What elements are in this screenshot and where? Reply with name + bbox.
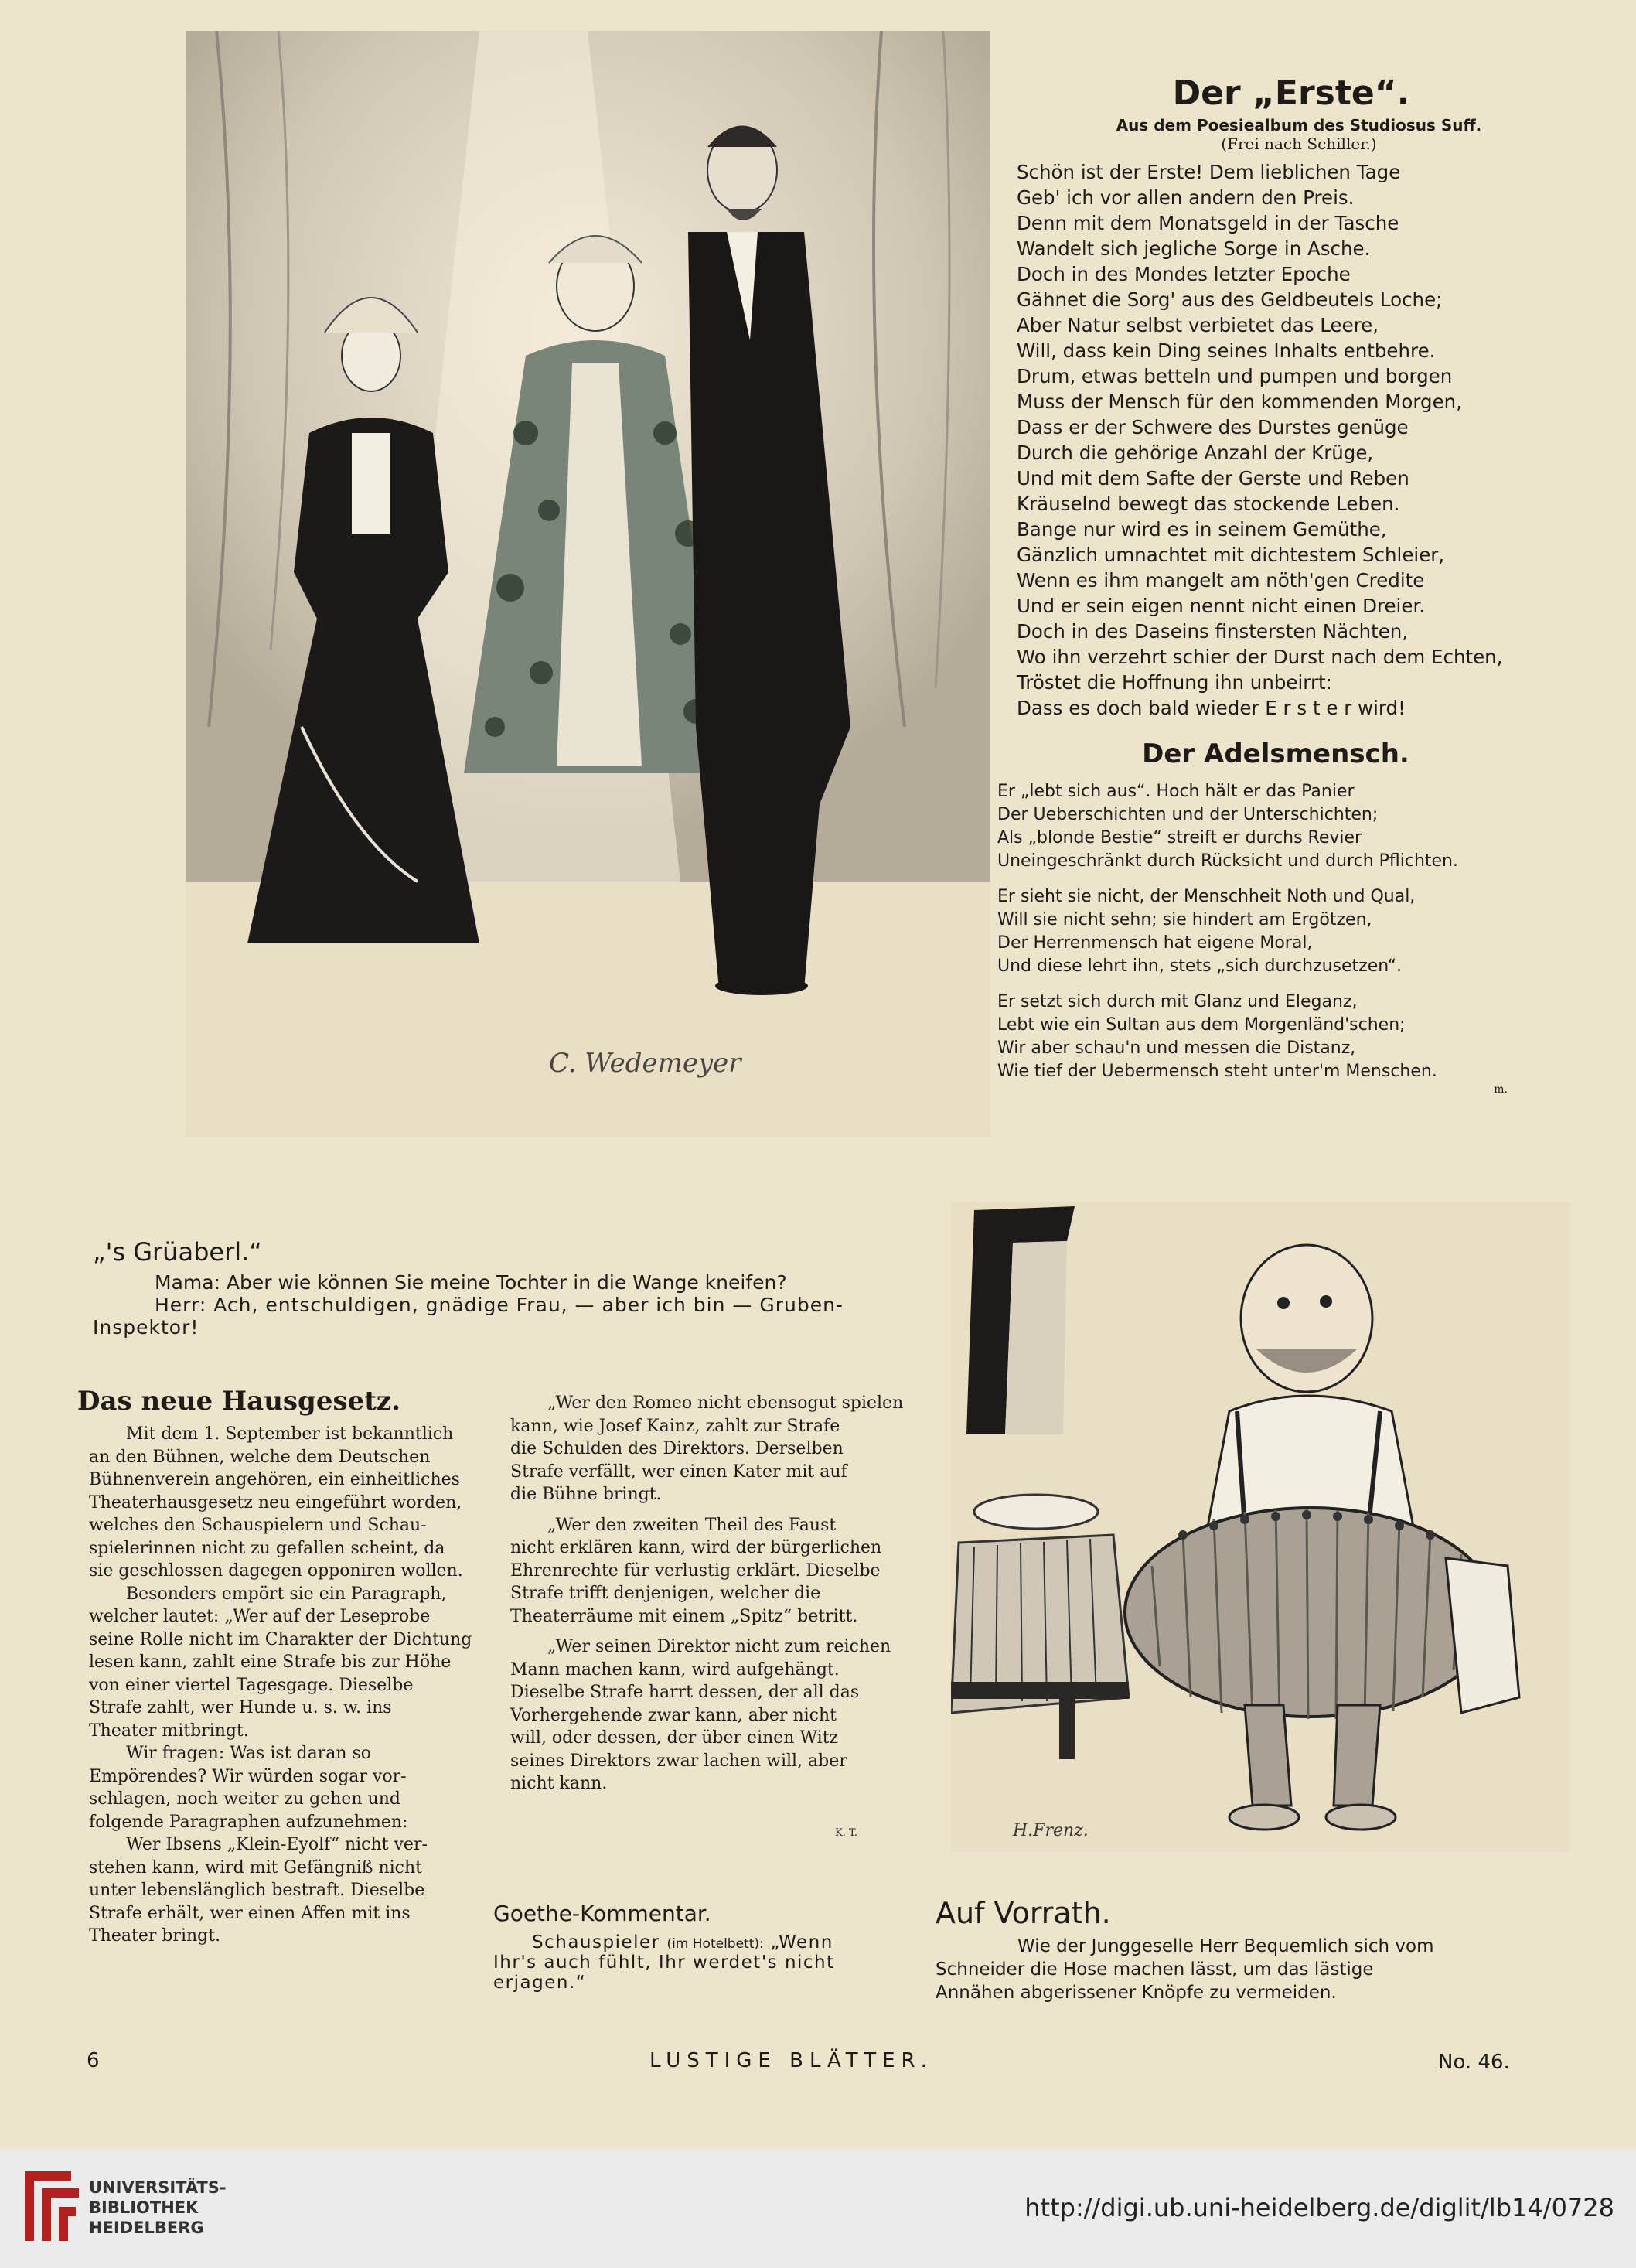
article-line: an den Bühnen, welche dem Deutschen <box>89 1447 431 1467</box>
poem-line: Gänzlich umnachtet mit dichtestem Schleier, <box>1017 544 1445 566</box>
poem-line: Und diese lehrt ihn, stets „sich durchzusetzen“. <box>997 957 1402 976</box>
theatre-illustration <box>186 31 990 1137</box>
poem-stanza <box>997 991 1554 1083</box>
theatre-drawing <box>186 31 990 1137</box>
source-url[interactable]: http://digi.ub.uni-heidelberg.de/diglit/lb14/0728 <box>1024 2193 1614 2222</box>
library-name-line: UNIVERSITÄTS- <box>89 2178 227 2197</box>
poem-line: Lebt wie ein Sultan aus dem Morgenländ'schen; <box>997 1015 1406 1035</box>
poem-line: Schön ist der Erste! Dem lieblichen Tage <box>1017 161 1401 183</box>
auf-vorrath-section <box>936 1896 1554 2004</box>
poem-title: Der „Erste“. <box>1172 73 1410 113</box>
hausgesetz-column-2 <box>510 1392 928 1839</box>
article-line: seine Rolle nicht im Charakter der Dichtung <box>89 1629 472 1649</box>
caption-line: Schneider die Hose machen lässt, um das lästige <box>936 1959 1374 1980</box>
article-line: „Wer seinen Direktor nicht zum reichen <box>547 1637 891 1656</box>
article-line: Theaterhausgesetz neu eingeführt worden, <box>89 1492 462 1513</box>
poem-line: Will, dass kein Ding seines Inhalts entbehre. <box>1017 339 1436 362</box>
article-line: die Bühne bringt. <box>510 1485 662 1504</box>
poem-line: Doch in des Mondes letzter Epoche <box>1017 263 1351 285</box>
poem-title: Der Adelsmensch. <box>1142 738 1409 769</box>
article-line: folgende Paragraphen aufzunehmen: <box>89 1812 408 1832</box>
fat-man-drawing <box>951 1202 1570 1852</box>
poem-line: Denn mit dem Monatsgeld in der Tasche <box>1017 212 1399 234</box>
poem-line: Der Ueberschichten und der Unterschichten; <box>997 805 1379 824</box>
poem-signature: m. <box>1494 1083 1508 1096</box>
poem-line: Er sieht sie nicht, der Menschheit Noth und Qual, <box>997 887 1416 906</box>
article-line: Strafe trifft denjenigen, welcher die <box>510 1584 821 1603</box>
dialog-line: erjagen.“ <box>493 1973 587 1993</box>
poem-line: Uneingeschränkt durch Rücksicht und durch Pflichten. <box>997 851 1458 871</box>
article-line: nicht kann. <box>510 1774 608 1793</box>
goethe-section <box>493 1901 926 1993</box>
article-line: Dieselbe Strafe harrt dessen, der all das <box>510 1683 860 1702</box>
poem-subtitle: Aus dem Poesiealbum des Studiosus Suff. <box>1116 116 1482 135</box>
poem-line: Der Herrenmensch hat eigene Moral, <box>997 933 1313 953</box>
poem-line: Und mit dem Safte der Gerste und Reben <box>1017 467 1409 489</box>
poem-lines <box>1017 159 1539 721</box>
article-line: Strafe verfällt, wer einen Kater mit auf <box>510 1461 847 1482</box>
article-line: Mit dem 1. September ist bekanntlich <box>126 1424 454 1444</box>
article-line: Theater bringt. <box>89 1926 221 1946</box>
fat-man-illustration <box>951 1202 1570 1852</box>
article-line: Strafe erhält, wer einen Affen mit ins <box>89 1903 411 1923</box>
poem-line: Gähnet die Sorg' aus des Geldbeutels Loche; <box>1017 288 1443 311</box>
illustration-signature: C. Wedemeyer <box>549 1048 741 1079</box>
article-line: Theater mitbringt. <box>89 1721 249 1741</box>
poem-line: Drum, etwas betteln und pumpen und borgen <box>1017 365 1453 387</box>
poem-line: Als „blonde Bestie“ streift er durchs Revier <box>997 828 1362 848</box>
article-line: welcher lautet: „Wer auf der Leseprobe <box>89 1607 431 1626</box>
section-title: Goethe-Kommentar. <box>493 1901 711 1926</box>
article-line: Wer Ibsens „Klein-Eyolf“ nicht ver- <box>126 1835 428 1854</box>
poem-line: Durch die gehörige Anzahl der Krüge, <box>1017 442 1374 464</box>
poem-line: Dass er der Schwere des Durstes genüge <box>1017 416 1409 438</box>
poem-line: Wandelt sich jegliche Sorge in Asche. <box>1017 237 1371 260</box>
poem-der-erste <box>997 73 1539 721</box>
article-line: schlagen, noch weiter zu gehen und <box>89 1789 400 1809</box>
library-name-line: HEIDELBERG <box>89 2219 204 2237</box>
library-logo-icon <box>17 2164 84 2249</box>
poem-line: Bange nur wird es in seinem Gemüthe, <box>1017 518 1387 541</box>
dialog-line: Mama: Aber wie können Sie meine Tochter in die Wange kneifen? <box>155 1271 787 1294</box>
poem-der-adelsmensch <box>997 738 1554 1096</box>
poem-line: Dass es doch bald wieder E r s t e r wird! <box>1017 697 1406 719</box>
section-title: Das neue Hausgesetz. <box>77 1386 401 1417</box>
article-line: seines Direktors zwar lachen will, aber <box>510 1751 847 1771</box>
poem-stanza <box>997 780 1554 873</box>
poem-line: Will sie nicht sehn; sie hindert am Ergötzen, <box>997 910 1372 929</box>
speaker: Schauspieler <box>532 1932 660 1953</box>
article-line: Empörendes? Wir würden sogar vor- <box>89 1766 407 1786</box>
hausgesetz-column-1 <box>89 1423 491 1948</box>
article-line: Vorhergehende zwar kann, aber nicht <box>510 1705 837 1725</box>
caption-line: Annähen abgerissener Knöpfe zu vermeiden. <box>936 1983 1337 2003</box>
section-title: Auf Vorrath. <box>936 1896 1111 1930</box>
poem-line: Wenn es ihm mangelt am nöth'gen Credite <box>1017 569 1425 592</box>
caption-line: Wie der Junggeselle Herr Bequemlich sich vom <box>1017 1936 1434 1956</box>
poem-line: Geb' ich vor allen andern den Preis. <box>1017 186 1355 209</box>
article-line: „Wer den Romeo nicht ebensogut spielen <box>547 1393 904 1413</box>
library-footer <box>0 2148 1636 2268</box>
quote-start: „Wenn <box>770 1932 833 1953</box>
article-line: stehen kann, wird mit Gefängniß nicht <box>89 1857 422 1877</box>
illustration-signature: H.Frenz. <box>1013 1821 1089 1840</box>
article-line: Ehrenrechte für verlustig erklärt. Dieselbe <box>510 1560 881 1581</box>
article-line: Strafe zahlt, wer Hunde u. s. w. ins <box>89 1698 392 1717</box>
dialog-line: Inspektor! <box>93 1316 199 1339</box>
poem-line: Wir aber schau'n und messen die Distanz, <box>997 1039 1356 1058</box>
library-name <box>89 2178 227 2238</box>
article-line: Mann machen kann, wird aufgehängt. <box>510 1659 840 1680</box>
poem-line: Tröstet die Hoffnung ihn unbeirrt: <box>1017 671 1332 694</box>
poem-line: Aber Natur selbst verbietet das Leere, <box>1017 314 1379 336</box>
poem-line: Wie tief der Uebermensch steht unter'm Menschen. <box>997 1062 1437 1081</box>
library-name-line: BIBLIOTHEK <box>89 2198 199 2217</box>
article-line: kann, wie Josef Kainz, zahlt zur Strafe <box>510 1416 840 1436</box>
poem-line: Doch in des Daseins finstersten Nächten, <box>1017 620 1409 643</box>
article-line: Wir fragen: Was ist daran so <box>126 1744 372 1763</box>
article-line: nicht erklären kann, wird der bürgerlichen <box>510 1538 882 1557</box>
section-title: „'s Grüaberl.“ <box>93 1237 262 1267</box>
article-line: sie geschlossen dagegen opponiren wollen. <box>89 1561 463 1581</box>
poem-line: Und er sein eigen nennt nicht einen Dreier. <box>1017 595 1426 617</box>
poem-stanza <box>997 885 1554 978</box>
article-line: spielerinnen nicht zu gefallen scheint, da <box>89 1538 445 1558</box>
article-line: welches den Schauspielern und Schau- <box>89 1516 427 1535</box>
stage-direction: (im Hotelbett): <box>666 1936 764 1952</box>
page-number: 6 <box>87 2049 100 2072</box>
article-line: Besonders empört sie ein Paragraph, <box>126 1584 447 1604</box>
poem-line: Er setzt sich durch mit Glanz und Eleganz, <box>997 992 1358 1011</box>
poem-line: Wo ihn verzehrt schier der Durst nach dem Echten, <box>1017 646 1503 668</box>
article-line: will, oder dessen, der über einen Witz <box>510 1728 839 1748</box>
poem-line: Kräuselnd bewegt das stockende Leben. <box>1017 493 1400 515</box>
article-line: „Wer den zweiten Theil des Faust <box>547 1515 837 1535</box>
dialog-line <box>493 1932 926 1953</box>
grueaberl-section <box>93 1237 928 1339</box>
issue-number: No. 46. <box>1438 2051 1510 2074</box>
dialog-line: Herr: Ach, entschuldigen, gnädige Frau, — aber ich bin — Gruben- <box>155 1294 844 1316</box>
article-line: unter lebenslänglich bestraft. Dieselbe <box>89 1881 425 1900</box>
poem-note: (Frei nach Schiller.) <box>1221 135 1377 153</box>
article-signature: K. T. <box>835 1827 857 1839</box>
poem-line: Er „lebt sich aus“. Hoch hält er das Panier <box>997 782 1355 801</box>
article-line: von einer viertel Tagesgage. Dieselbe <box>89 1675 414 1695</box>
article-line: lesen kann, zahlt eine Strafe bis zur Höhe <box>89 1652 452 1672</box>
poem-line: Muss der Mensch für den kommenden Morgen, <box>1017 391 1463 413</box>
article-line: Theaterräume mit einem „Spitz“ betritt. <box>510 1606 858 1626</box>
article-line: die Schulden des Direktors. Derselben <box>510 1439 844 1458</box>
dialog-line: Ihr's auch fühlt, Ihr werdet's nicht <box>493 1953 835 1973</box>
magazine-name: LUSTIGE BLÄTTER. <box>649 2049 933 2072</box>
article-line: Bühnenverein angehören, ein einheitliches <box>89 1470 460 1489</box>
